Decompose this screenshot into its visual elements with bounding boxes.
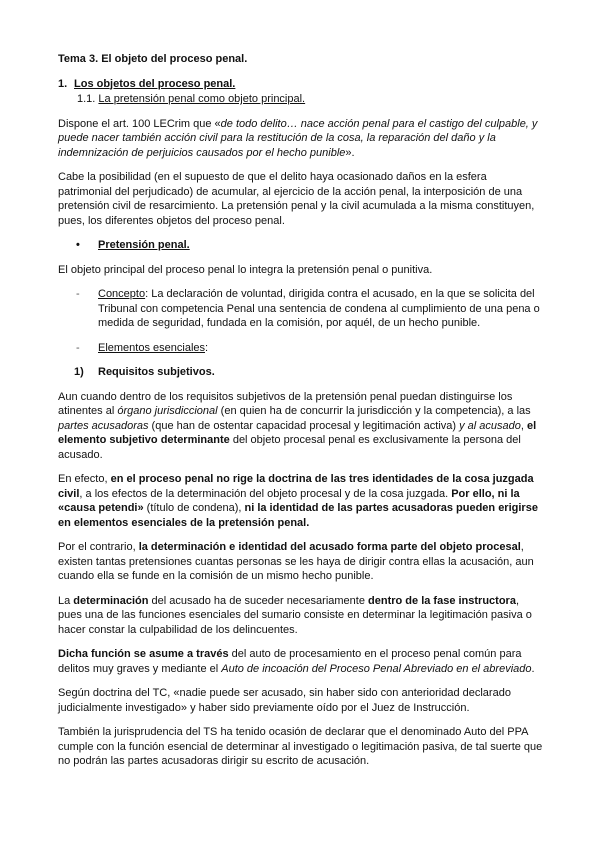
paragraph-jurisprudencia-ts: También la jurisprudencia del TS ha tenido ocasión de declarar que el denominado Auto del PPA cumple con la función esencial de determinar al investigado o legitimación pasiva, de tal suerte que no podrán las partes acusadoras dirigir su escrito de acusación. [58, 726, 543, 767]
text-run: ». [345, 146, 355, 159]
paragraph-dicha-funcion [58, 647, 543, 676]
italic-run: Auto de incoación del Proceso Penal Abreviado en el abreviado [221, 662, 532, 675]
bullet-pretension-penal [58, 238, 543, 253]
bold-run: Por ello, ni la «causa petendi» [58, 487, 520, 514]
text-run: , [520, 419, 528, 432]
paragraph-por-el-contrario [58, 540, 543, 584]
text-run: . [531, 662, 535, 675]
paragraph-acumulacion: Cabe la posibilidad (en el supuesto de que el delito haya ocasionado daños en la esfera patrimonial del perjudicado) de acumular, al ejercicio de la acción penal, la interposición de una pretensión civil de resarcimiento. La pretensión penal y la civil acumulada a la misma constituyen, pues, los diferentes objetos del proceso penal. [58, 171, 535, 227]
text-run: , existen tantas pretensiones cuantas personas se les haya de dirigir contra ellas la acusación, aun cuando ella se funde en la comisión de un mismo hecho punible. [58, 541, 534, 582]
text-run: (título de condena), [143, 502, 245, 514]
paragraph-determinacion [58, 594, 543, 638]
italic-run: órgano jurisdiccional [117, 405, 218, 417]
bold-run: en el proceso penal no rige la doctrina de las tres identidades de la cosa juzgada civil [58, 473, 534, 500]
dash-item-elementos [58, 341, 543, 356]
text-run: del auto de procesamiento en el proceso penal común para delitos muy graves y mediante el [58, 648, 522, 675]
text-run: La [58, 594, 74, 607]
heading-number: 1) [74, 366, 84, 378]
dash-marker: - [76, 288, 80, 300]
paragraph-en-efecto [58, 472, 543, 530]
text-run: (en quien ha de concurrir la jurisdicción y la competencia), a las [217, 405, 531, 417]
text-run: , a los efectos de la determinación del objeto procesal y de la cosa juzgada. [79, 487, 452, 500]
dash-marker: - [76, 341, 80, 354]
bold-run: el elemento subjetivo determinante [58, 419, 537, 446]
text-run: En efecto, [58, 473, 111, 485]
paragraph-doctrina-tc: Según doctrina del TC, «nadie puede ser acusado, sin haber sido con anterioridad declarado judicialmente investigado» y haber sido previamente oído por el Juez de Instrucción. [58, 687, 511, 714]
bullet-dot-icon: • [76, 239, 80, 251]
bold-run: determinación [73, 594, 149, 607]
dash-label: Elementos esenciales [98, 341, 206, 354]
section-label: Los objetos del proceso penal. [74, 77, 236, 90]
text-run: Aun cuando dentro de los requisitos subjetivos de la pretensión penal puedan distinguirse los atinentes al [58, 390, 513, 417]
dash-label: Concepto [98, 288, 146, 300]
dash-text: : [205, 341, 209, 354]
italic-run: partes acusadoras [58, 419, 149, 432]
text-run: del objeto procesal penal es exclusivamente la persona del acusado. [58, 434, 521, 461]
bold-run: la determinación e identidad del acusado forma parte del objeto procesal [138, 541, 521, 553]
paragraph-objeto-principal: El objeto principal del proceso penal lo integra la pretensión penal o punitiva. [58, 263, 433, 276]
bold-run: dentro de la fase instructora [368, 594, 516, 607]
subsection-heading-1-1 [58, 92, 543, 107]
section-number: 1. [58, 77, 68, 90]
text-run: del acusado ha de suceder necesariamente [148, 594, 369, 607]
text-run: Dispone el art. 100 LECrim que « [58, 117, 221, 130]
paragraph-requisitos [58, 390, 543, 463]
dash-text: : La declaración de voluntad, dirigida contra el acusado, en la que se solicita del Tribunal con competencia Penal una sentencia de condena al cumplimiento de una pena o medida de seguridad, fundada en la comisión, por aquél, de un hecho punible. [98, 288, 540, 329]
subsection-label: La pretensión penal como objeto principal. [98, 93, 306, 105]
heading-label: Requisitos subjetivos. [98, 366, 215, 378]
paragraph-art-100 [58, 117, 543, 161]
section-heading-1 [58, 77, 543, 92]
text-run: , pues una de las funciones esenciales del sumario consiste en determinar la legitimación pasiva o hacer constar la culpabilidad de los delincuentes. [58, 594, 532, 636]
bullet-label: Pretensión penal. [98, 239, 190, 251]
bold-run: ni la identidad de las partes acusadoras pueden erigirse en elementos esenciales de la pretensión penal. [58, 502, 538, 529]
text-run: Por el contrario, [58, 541, 139, 553]
document-title: Tema 3. El objeto del proceso penal. [58, 53, 248, 65]
bold-run: Dicha función se asume a través [58, 648, 229, 660]
heading-requisitos-subjetivos [58, 365, 543, 380]
dash-item-concepto [58, 287, 543, 331]
subsection-number: 1.1. [77, 93, 96, 105]
quote-text: de todo delito… nace acción penal para el castigo del culpable, y puede nacer también acción civil para la restitución de la cosa, la reparación del daño y la indemnización de perjuicios causados por el hecho punible [58, 117, 538, 159]
italic-run: y al acusado [459, 419, 521, 432]
document-page [58, 52, 543, 779]
text-run: (que han de ostentar capacidad procesal y legitimación activa) [148, 419, 460, 432]
